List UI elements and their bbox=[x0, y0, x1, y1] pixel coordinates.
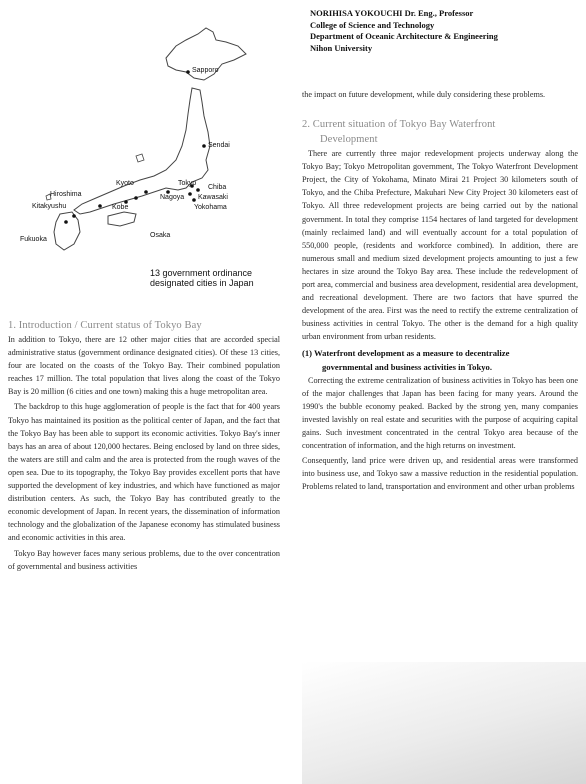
paragraph: In addition to Tokyo, there are 12 other major cities that are accorded special administrative status (government ordinance designated cities). Of these 13 cities, four are located on the coasts of the Tokyo Bay. Their combined population reaches 17 million. The total population that lives along the coast of the Tokyo Bay is 20 million (6 cities and one town) making this a huge metropolitan area. bbox=[8, 335, 280, 397]
map-caption: 13 government ordinance designated cities in Japan bbox=[150, 268, 254, 288]
city-label-kobe: Kobe bbox=[112, 204, 129, 211]
paragraph: The backdrop to this huge agglomeration of people is the fact that for 400 years Tokyo has maintained its position as the political center of Japan, and the fact that the Tokyo Bay has been able to support its economic activities. Tokyo Bay's inner bays has an area of about 120,000 hectares. Being enclosed by land on three sides, the waters are still and calm and the area is protected from the rough waves of the open sea. Due to its topography, the Tokyo Bay provides excellent ports that have supported the development of key industries, and which have functioned as major distribution centers. As such, the Tokyo Bay has contributed greatly to the economic development of Japan. In recent years, the dissemination of information technology and the globalization of the Japanese economy has stimulated business and economic activities in this area. bbox=[8, 402, 280, 543]
paragraph: Correcting the extreme centralization of business activities in Tokyo has been one of the major challenges that Japan has been facing for many years. Around the 1990's the bubble economy peaked. Backed by the strong yen, many companies invested lavishly on real estate and securities with the purpose of acquiring capital gains. Such investment concentrated in the central Tokyo area because of the concentration of information, and the high returns on investment. bbox=[302, 375, 578, 450]
japan-map bbox=[16, 6, 278, 256]
author-college: College of Science and Technology bbox=[310, 19, 435, 30]
city-label-tokyo: Tokyo bbox=[178, 180, 197, 187]
city-label-nagoya: Nagoya bbox=[160, 194, 185, 201]
paragraph: the impact on future development, while duly considering these problems. bbox=[302, 90, 546, 99]
section-heading-introduction: 1. Introduction / Current status of Tokyo Bay bbox=[8, 320, 202, 331]
city-label-hiroshima: Hiroshima bbox=[50, 191, 82, 198]
city-label-kitakyushu: Kitakyushu bbox=[32, 203, 67, 210]
japan-map-figure bbox=[16, 6, 278, 298]
section-heading-current-situation: 2. Current situation of Tokyo Bay Waterfront Development bbox=[302, 119, 496, 146]
author-university: Nihon University bbox=[310, 42, 373, 53]
city-label-fukuoka: Fukuoka bbox=[20, 236, 47, 243]
city-label-chiba: Chiba bbox=[208, 184, 227, 191]
paragraph: Consequently, land price were driven up, and residential areas were transformed into business use, and Tokyo saw a massive reduction in the residential population. Problems related to land, transportation and environment and other urban problems bbox=[302, 456, 578, 492]
intro-section bbox=[8, 318, 280, 575]
author-block bbox=[310, 8, 578, 54]
page-shadow bbox=[302, 662, 586, 784]
city-label-kyoto: Kyoto bbox=[116, 180, 134, 187]
author-name: NORIHISA YOKOUCHI Dr. Eng., Professor bbox=[310, 8, 474, 18]
subsection-heading: (1) Waterfront development as a measure to decentralize governmental and business activities in Tokyo. bbox=[302, 347, 510, 372]
city-label-sendai: Sendai bbox=[208, 142, 230, 149]
body-text-right bbox=[302, 88, 578, 495]
city-label-yokohama: Yokohama bbox=[194, 204, 227, 211]
city-label-osaka: Osaka bbox=[150, 232, 171, 239]
city-label-sapporo: Sapporo bbox=[192, 67, 219, 74]
paragraph: There are currently three major redevelopment projects underway along the Tokyo Bay; Tokyo Metropolitan government, The Tokyo Waterfront Development Project, the City of Yokohama, Minato Mirai 21 Project 30 kilometers south of Tokyo, and the Chiba Prefecture, Makuhari New City Project 30 kilometers east of Tokyo. All three redevelopment projects are being carried out by the national government. In total they comprise 1154 hectares of land targeted for development (mainly reclaimed land) and will eventually account for a total population of 550,000 people, (residents and workforce combined). In addition, there are numerous small and medium sized development projects amounting to just a few hectares in size around the Tokyo Bay area. These include the redevelopment of port area, commercial and business area development, residential area development, and recreational development. There are two factors that have spurred the development of the area. First was the need to rectify the extreme centralization of business activities in central Tokyo. The other is the demand for a high quality urban environment from urban residents. bbox=[302, 149, 578, 342]
city-label-kawasaki: Kawasaki bbox=[198, 194, 228, 201]
author-department: Department of Oceanic Architecture & Engineering bbox=[310, 31, 498, 41]
paragraph: Tokyo Bay however faces many serious problems, due to the over concentration of governmental and business activities bbox=[8, 548, 280, 571]
